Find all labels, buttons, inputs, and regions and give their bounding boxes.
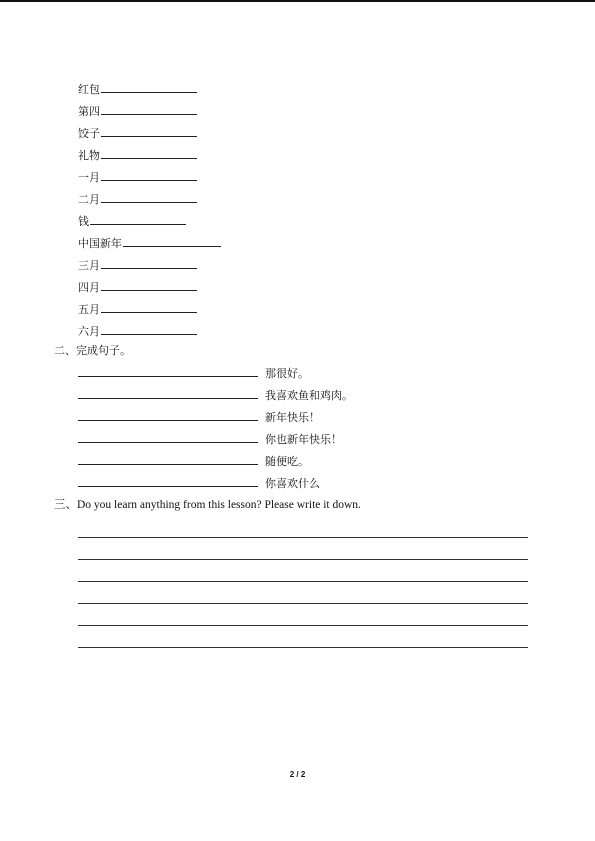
vocab-word: 红包 bbox=[78, 83, 100, 96]
answer-blank[interactable] bbox=[101, 78, 197, 93]
sentence-item bbox=[78, 406, 353, 428]
vocab-item bbox=[78, 100, 221, 122]
writing-line[interactable] bbox=[78, 516, 528, 538]
writing-line[interactable] bbox=[78, 626, 528, 648]
sentence-item bbox=[78, 428, 353, 450]
sentence-item bbox=[78, 384, 353, 406]
vocab-item bbox=[78, 298, 221, 320]
writing-line[interactable] bbox=[78, 538, 528, 560]
vocab-item bbox=[78, 166, 221, 188]
vocab-item bbox=[78, 276, 221, 298]
answer-blank[interactable] bbox=[101, 276, 197, 291]
vocab-word: 饺子 bbox=[78, 127, 100, 140]
vocab-word: 钱 bbox=[78, 215, 89, 228]
section2-heading: 二、完成句子。 bbox=[54, 344, 131, 357]
sentence-text: 随便吃。 bbox=[265, 455, 309, 468]
vocab-item bbox=[78, 320, 221, 342]
writing-line[interactable] bbox=[78, 560, 528, 582]
vocab-word: 一月 bbox=[78, 171, 100, 184]
top-rule bbox=[0, 0, 595, 2]
sentence-text: 那很好。 bbox=[265, 367, 309, 380]
vocab-item bbox=[78, 144, 221, 166]
answer-blank[interactable] bbox=[78, 428, 258, 443]
answer-blank[interactable] bbox=[101, 144, 197, 159]
vocab-word: 第四 bbox=[78, 105, 100, 118]
writing-line[interactable] bbox=[78, 604, 528, 626]
page-number: 2 / 2 bbox=[289, 770, 306, 779]
answer-blank[interactable] bbox=[123, 232, 221, 247]
answer-blank[interactable] bbox=[101, 320, 197, 335]
vocab-word: 四月 bbox=[78, 281, 100, 294]
answer-blank[interactable] bbox=[101, 254, 197, 269]
sentence-text: 新年快乐！ bbox=[265, 411, 320, 424]
sentence-item bbox=[78, 472, 353, 494]
vocab-word: 三月 bbox=[78, 259, 100, 272]
vocab-item bbox=[78, 254, 221, 276]
vocab-word: 中国新年 bbox=[78, 237, 122, 250]
vocab-word: 五月 bbox=[78, 303, 100, 316]
vocab-item bbox=[78, 188, 221, 210]
answer-blank[interactable] bbox=[101, 166, 197, 181]
answer-blank[interactable] bbox=[78, 406, 258, 421]
answer-blank[interactable] bbox=[78, 362, 258, 377]
writing-area[interactable] bbox=[78, 516, 528, 648]
vocab-item bbox=[78, 122, 221, 144]
vocab-item bbox=[78, 78, 221, 100]
section3-heading: 三、Do you learn anything from this lesson? Please write it down. bbox=[54, 499, 361, 511]
vocab-word: 礼物 bbox=[78, 149, 100, 162]
vocab-word: 二月 bbox=[78, 193, 100, 206]
answer-blank[interactable] bbox=[101, 188, 197, 203]
answer-blank[interactable] bbox=[78, 472, 258, 487]
answer-blank[interactable] bbox=[78, 384, 258, 399]
sentence-item bbox=[78, 450, 353, 472]
vocab-item bbox=[78, 232, 221, 254]
vocab-word: 六月 bbox=[78, 325, 100, 338]
writing-line[interactable] bbox=[78, 582, 528, 604]
sentence-item bbox=[78, 362, 353, 384]
answer-blank[interactable] bbox=[101, 100, 197, 115]
answer-blank[interactable] bbox=[101, 122, 197, 137]
sentence-text: 你喜欢什么 bbox=[265, 477, 320, 490]
sentence-text: 你也新年快乐！ bbox=[265, 433, 342, 446]
answer-blank[interactable] bbox=[78, 450, 258, 465]
answer-blank[interactable] bbox=[101, 298, 197, 313]
vocab-list bbox=[78, 78, 221, 342]
answer-blank[interactable] bbox=[90, 210, 186, 225]
sentence-list bbox=[78, 362, 353, 494]
vocab-item bbox=[78, 210, 221, 232]
sentence-text: 我喜欢鱼和鸡肉。 bbox=[265, 389, 353, 402]
